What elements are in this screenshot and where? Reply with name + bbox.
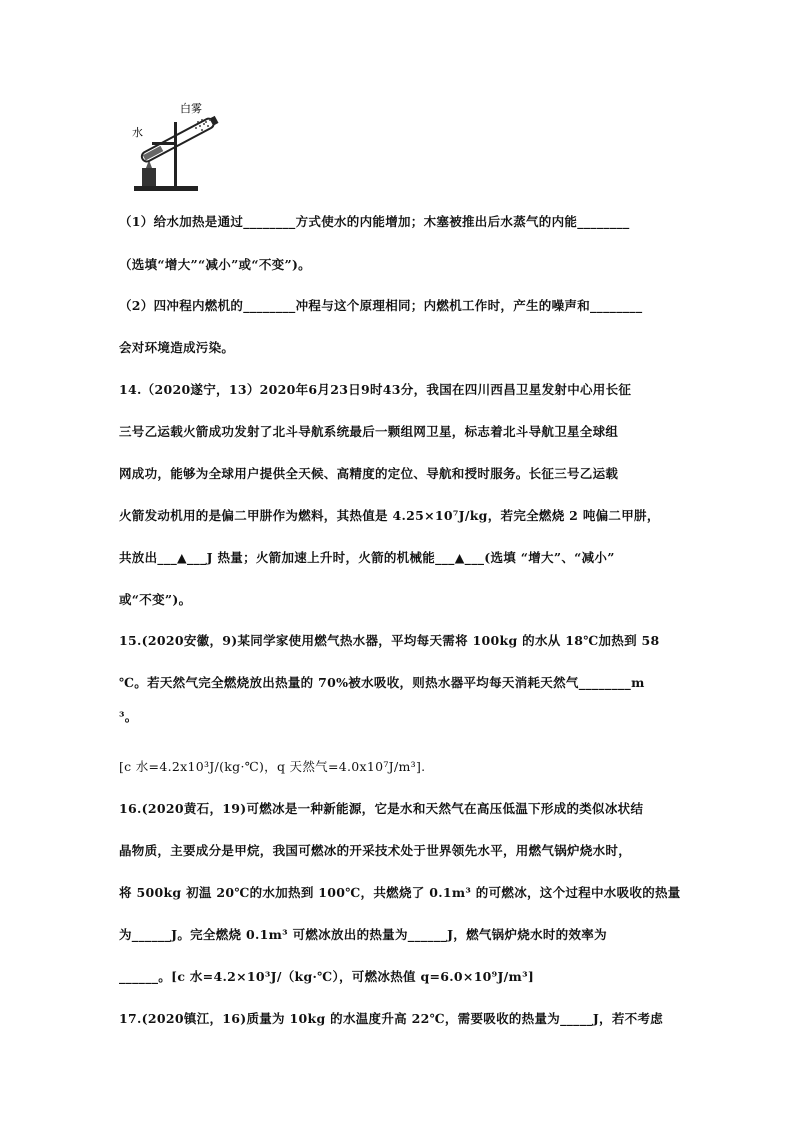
q15-line2: ℃。若天然气完全燃烧放出热量的 70%被水吸收，则热水器平均每天消耗天然气________m	[119, 675, 645, 690]
experiment-figure	[130, 100, 230, 196]
q14-line3: 网成功，能够为全球用户提供全天候、高精度的定位、导航和授时服务。长征三号乙运载	[119, 466, 619, 481]
label-water: 水	[132, 126, 143, 139]
label-mist: 白雾	[180, 102, 202, 115]
q16-line1: 16.(2020黄石，19)可燃冰是一种新能源，它是水和天然气在高压低温下形成的类似冰状结	[119, 801, 644, 816]
q16-line5: ______。[c 水=4.2×10³J/（kg·℃），可燃冰热值 q=6.0×10⁹J/m³]	[119, 969, 535, 984]
stand-base	[134, 186, 198, 191]
q16-line2: 晶物质，主要成分是甲烷，我国可燃冰的开采技术处于世界领先水平，用燃气锅炉烧水时，	[119, 843, 632, 858]
cork	[209, 116, 218, 126]
q14-line4: 火箭发动机用的是偏二甲肼作为燃料，其热值是 4.25×10⁷J/kg，若完全燃烧 2 吨偏二甲肼，	[119, 508, 660, 523]
q13-part2-line2: 会对环境造成污染。	[119, 340, 235, 355]
q13-part1-line2: （选填“增大”“减小”或“不变”)。	[119, 257, 311, 272]
q14-line1: 14.（2020遂宁，13）2020年6月23日9时43分，我国在四川西昌卫星发射中心用长征	[119, 382, 632, 397]
q15-line3: ³。	[119, 709, 138, 724]
q14-line2: 三号乙运载火箭成功发射了北斗导航系统最后一颗组网卫星，标志着北斗导航卫星全球组	[119, 424, 619, 439]
q13-part2-line1: （2）四冲程内燃机的________冲程与这个原理相同；内燃机工作时，产生的噪声和________	[119, 298, 643, 313]
q14-line5: 共放出___▲___J 热量；火箭加速上升时，火箭的机械能___▲___(选填 “增大”、“减小”	[119, 550, 615, 565]
q15-constants: [c 水=4.2x10³J/(kg·℃)，q 天然气=4.0x10⁷J/m³].	[119, 759, 426, 774]
apparatus-drawing	[130, 100, 230, 196]
q13-part1-line1: （1）给水加热是通过________方式使水的内能增加；木塞被推出后水蒸气的内能________	[119, 214, 630, 229]
q15-line1: 15.(2020安徽，9)某同学家使用燃气热水器，平均每天需将 100kg 的水从 18℃加热到 58	[119, 633, 660, 648]
q14-line6: 或“不变”)。	[119, 592, 192, 607]
q17-line1: 17.(2020镇江，16)质量为 10kg 的水温度升高 22℃，需要吸收的热量为_____J，若不考虑	[119, 1011, 664, 1026]
alcohol-lamp	[142, 168, 156, 186]
q16-line4: 为______J。完全燃烧 0.1m³ 可燃冰放出的热量为______J，燃气锅炉烧水时的效率为	[119, 927, 607, 942]
q16-line3: 将 500kg 初温 20℃的水加热到 100℃，共燃烧了 0.1m³ 的可燃冰，这个过程中水吸收的热量	[119, 885, 681, 900]
stand-rod	[174, 122, 177, 186]
